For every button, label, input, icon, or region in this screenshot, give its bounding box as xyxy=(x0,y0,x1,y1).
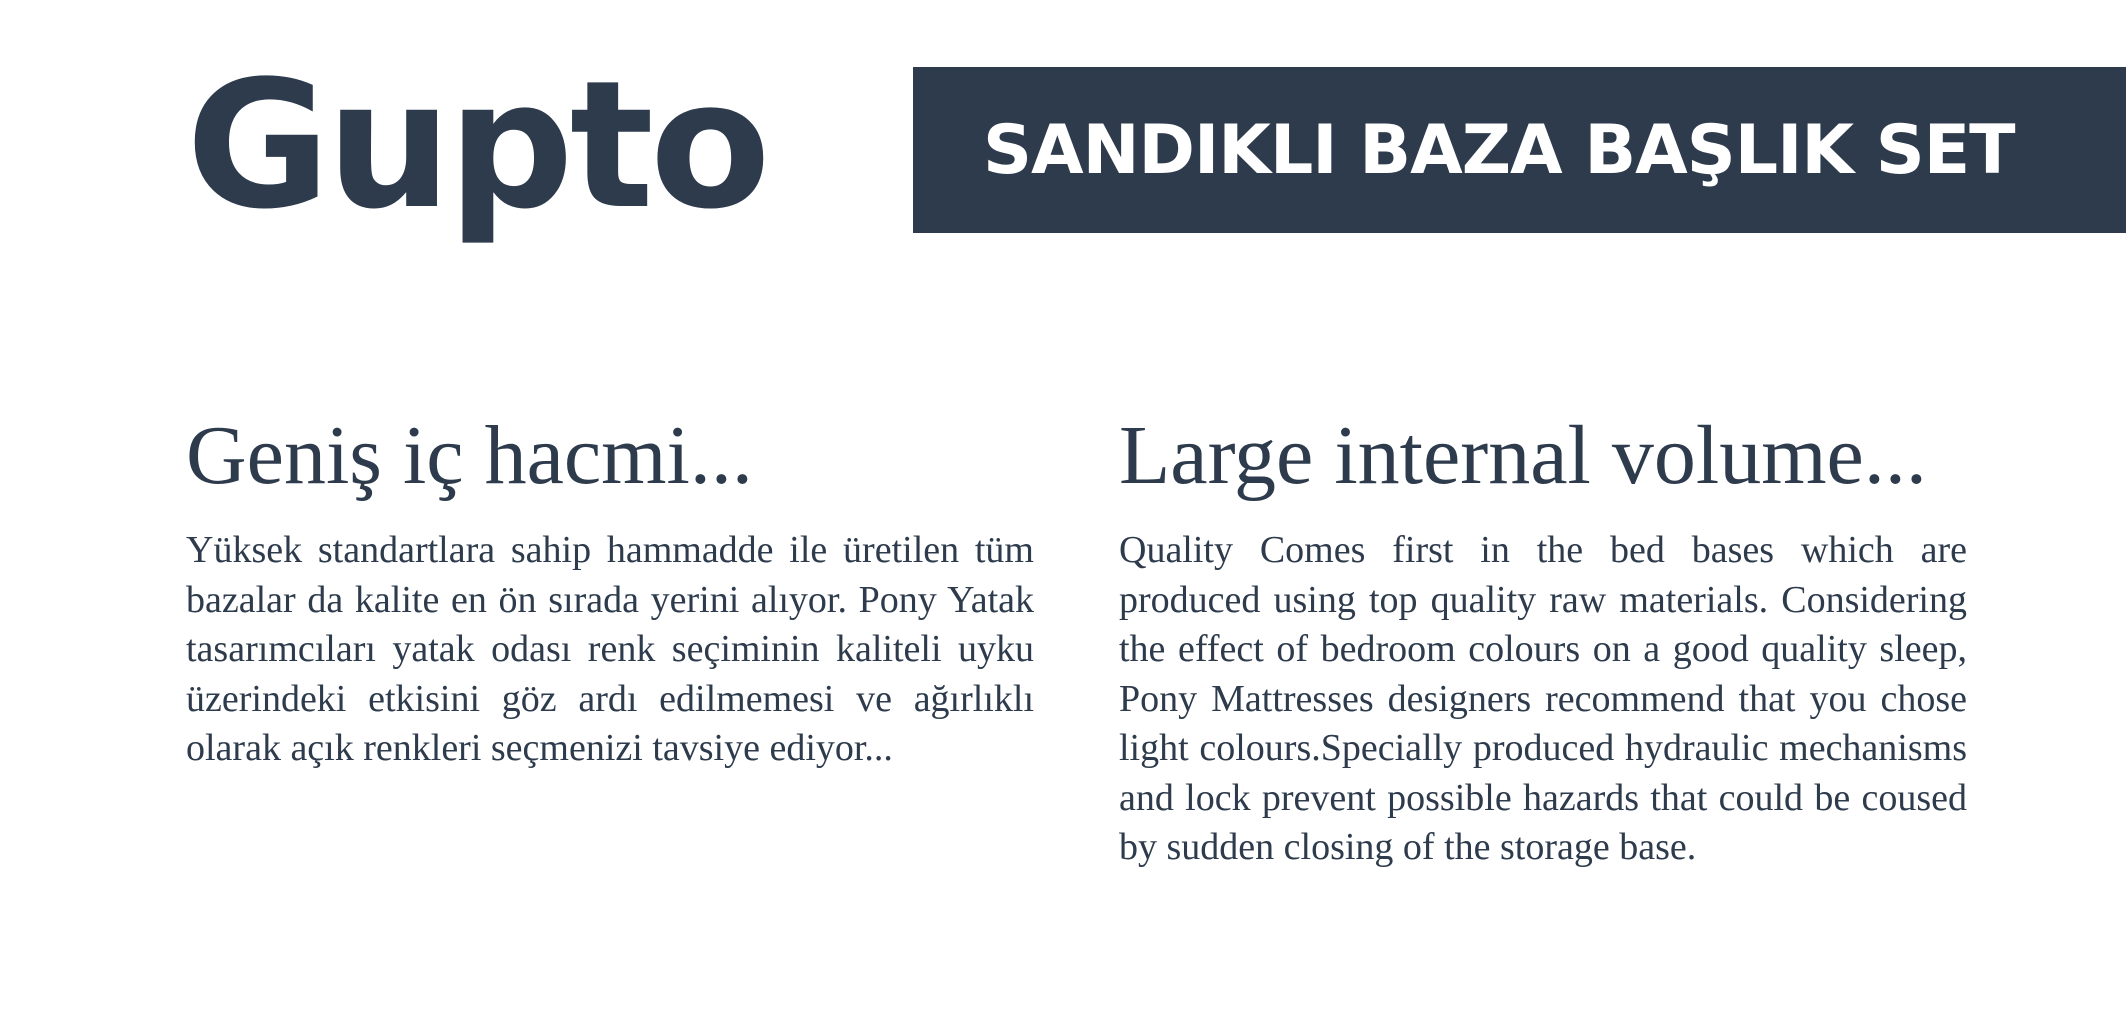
turkish-description-column xyxy=(186,410,1034,774)
product-title: SANDIKLI BAZA BAŞLIK SET xyxy=(983,110,2015,190)
english-heading: Large internal volume... xyxy=(1119,409,1927,502)
english-description-column xyxy=(1119,410,1967,873)
turkish-body-text: Yüksek standartlara sahip hammadde ile üretilen tüm bazalar da kalite en ön sırada yerini alıyor. Pony Yatak tasarımcıları yatak odası renk seçiminin kaliteli uyku üzerindeki etkisini göz ardı edilmemesi ve ağırlıklı olarak açık renkleri seçmenizi tavsiye ediyor... xyxy=(186,529,1034,770)
english-body-text: Quality Comes first in the bed bases which are produced using top quality raw materials. Considering the effect of bedroom colours on a good quality sleep, Pony Mattresses designers recommend that you chose light colours.Specially produced hydraulic mechanisms and lock prevent possible hazards that could be coused by sudden closing of the storage base. xyxy=(1119,529,1967,869)
brand-logo-text: Gupto xyxy=(186,43,767,248)
turkish-heading: Geniş iç hacmi... xyxy=(186,409,753,502)
product-title-banner xyxy=(913,67,2126,233)
